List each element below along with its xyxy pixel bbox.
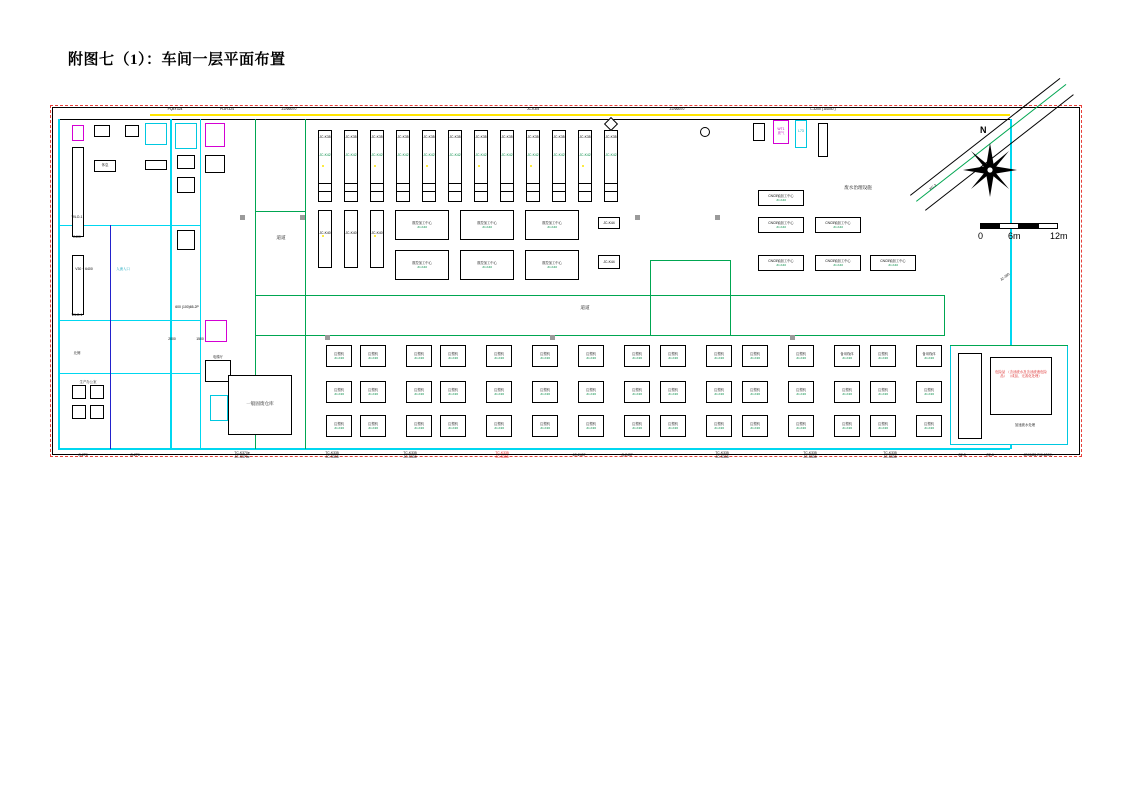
machine-label: 注塑机 bbox=[494, 422, 504, 426]
machine-code: JC-K36 bbox=[413, 392, 424, 396]
machine-code: JC-K36 bbox=[713, 392, 724, 396]
machine-label: 注塑机 bbox=[668, 422, 678, 426]
injection-machine bbox=[326, 345, 352, 367]
injection-machine bbox=[870, 381, 896, 403]
label-corridor-left: 道道 bbox=[276, 235, 286, 240]
machine-label: 注塑机 bbox=[448, 352, 458, 356]
machine-code: JC-K36 bbox=[413, 356, 424, 360]
injection-machine bbox=[788, 345, 814, 367]
machine-label: 注塑机 bbox=[632, 352, 642, 356]
grid-tick bbox=[240, 215, 245, 220]
right-room-4 bbox=[818, 123, 828, 157]
left-room-small-9 bbox=[72, 405, 86, 419]
left-corridor-strip-2 bbox=[72, 255, 84, 315]
machine-foot bbox=[552, 183, 566, 192]
injection-machine bbox=[406, 381, 432, 403]
machine-label: 注塑机 bbox=[796, 352, 806, 356]
machine-label: 注塑机 bbox=[796, 422, 806, 426]
green-horizontal-1 bbox=[255, 295, 945, 296]
green-vertical-2 bbox=[305, 119, 306, 449]
grid-tick bbox=[715, 215, 720, 220]
machine-code: JC-K36 bbox=[631, 426, 642, 430]
machine-code: JC-K36 bbox=[447, 356, 458, 360]
cnc5-center: CNC5轴加工中心 JC-K40 bbox=[758, 255, 804, 271]
cyan-room-mid bbox=[177, 155, 195, 169]
machine-code: JC-K36 bbox=[749, 356, 760, 360]
machine-label: 数控加工中心 bbox=[477, 221, 497, 225]
right-yellow-line bbox=[750, 114, 1010, 116]
machine-code: JC-K36 bbox=[923, 392, 934, 396]
injection-machine bbox=[624, 415, 650, 437]
injection-machine bbox=[486, 345, 512, 367]
green-horizontal-2 bbox=[255, 335, 945, 336]
machine-label: 注塑机 bbox=[586, 352, 596, 356]
machine-label: CNC5轴加工中心 bbox=[880, 259, 906, 263]
injection-machine bbox=[326, 381, 352, 403]
injection-machine bbox=[532, 415, 558, 437]
spare-line bbox=[834, 345, 860, 367]
cnc5-center: CNC5轴加工中心 JC-K40 bbox=[870, 255, 916, 271]
label-entrance: 人流入口 bbox=[116, 267, 130, 271]
injection-machine bbox=[326, 415, 352, 437]
machine-code: JC-K36 bbox=[923, 356, 934, 360]
label-office: 生产办公室 bbox=[79, 380, 97, 384]
machine-code: JC-K36 bbox=[493, 392, 504, 396]
machine-label: 数控加工中心 bbox=[477, 261, 497, 265]
scale-bar bbox=[980, 223, 1058, 229]
numerical-center: 数控加工中心 JC-K40 bbox=[525, 210, 579, 240]
machine-code: JC-K36 bbox=[795, 392, 806, 396]
cnc5-center: CNC5轴加工中心 JC-K40 bbox=[758, 217, 804, 233]
cnc5-center: CNC5轴加工中心 JC-K40 bbox=[815, 255, 861, 271]
machine-foot bbox=[370, 183, 384, 192]
injection-machine bbox=[440, 381, 466, 403]
injection-machine bbox=[660, 345, 686, 367]
label-left-room-5: 休息 bbox=[101, 163, 109, 167]
page-title: 附图七（1）：车间一层平面布置 bbox=[68, 52, 286, 68]
machine-code: JC-K36 bbox=[447, 426, 458, 430]
floor-plan-drawing: 休息 生产办公室 电梯厅 一般固废仓库 道道 道道 JC-K35 JC-K35 JC-K35 JC-K35 JC-K35 JC-K35 JC-K35 JC-K35 JC-K35 JC-K35 JC-K35 JC-K35 JC-K42 JC-K42 JC-K42 JC-K42 JC-K42 JC-K42 JC-K42 JC-K42 JC-K42 JC-K42 JC-K42 JC-K42 JC-K40 JC-K40 JC-K40 数控加工中心 JC-K40 数控加工中心 JC-K40 数控加工中心 JC-K40 数控加工中心 JC-K40 数控加工中心 JC-K40 数控加工中心 JC-K40 JC-K44 JC-K44 WT1 废气 L73 废水治理设施 CNC5轴加工中心 JC-K40 CNC5轴加工中心 JC-K40 CNC5轴加工中心 JC-K40 CNC5轴加工中心 JC-K40 CNC5轴加工中心 JC-K40 CNC5轴加工中心 JC-K40 注塑机 JC-K36 注塑机 JC-K36 注塑机 JC-K36 注塑机 JC-K36 注塑机 JC-K36 注塑机 JC-K36 注塑机 JC-K36 注塑机 JC-K36 注塑机 JC-K36 注塑机 JC-K36 注塑机 JC-K36 注塑机 JC-K36 备用线体 JC-K36 注塑机 JC-K36 备用线体 JC-K36 注塑机 JC-K36 注塑机 JC-K36 注塑机 JC-K36 注塑机 JC-K36 注塑机 JC-K36 注塑机 JC-K36 注塑机 JC-K36 注塑机 JC-K36 注塑机 JC-K36 注塑机 JC-K36 注塑机 JC-K36 注塑机 JC-K36 注塑机 JC-K36 注塑机 JC-K36 注塑机 JC-K36 注塑机 JC-K36 注塑机 JC-K36 注塑机 JC-K36 注塑机 JC-K36 注塑机 JC-K36 注塑机 JC-K36 注塑机 JC-K36 注塑机 JC-K36 注塑机 JC-K36 注塑机 JC-K36 注塑机 JC-K36 注塑机 JC-K36 注塑机 JC-K36 注塑机 JC-K36 注塑机 JC-K36 危险品 （含油废水及含油废液危险品） （成品、无害化处理） 加速废水处理 Q-2T0 Q-2T0 TC-K370e JC-S370e TC-K335 JC-S335 TC-K335 JC-S335 TC-K335 JC-S335 JC-2437 Q-2437 TC-K335 JC-S335 TC-K335 JC-S335 TC-K335 JC-S335 Q2-5 Q2-6 JD0M35.R(0.6000) PQ8Y324 PL8Y324 ZLNM070 JC-K3/5 ZLNM070 L-3200 ( A4040 ) WLO-1 2400 V30 ~ 6400 WLO-1 600 (100)65-2P 2000 1500 北侧 人流入口 N 0 6m 12m KC-3 JC-350 bbox=[50, 105, 1082, 457]
machine-foot bbox=[500, 183, 514, 192]
machine-code: JC-K36 bbox=[367, 426, 378, 430]
injection-machine bbox=[834, 381, 860, 403]
green-vertical-3 bbox=[944, 295, 945, 336]
machine-code: JC-K36 bbox=[333, 426, 344, 430]
machine-label: 注塑机 bbox=[714, 388, 724, 392]
injection-machine bbox=[578, 381, 604, 403]
injection-machine bbox=[916, 415, 942, 437]
machine-label: CNC5轴加工中心 bbox=[768, 221, 794, 225]
machine-label: 注塑机 bbox=[842, 422, 852, 426]
machine-label: 注塑机 bbox=[414, 422, 424, 426]
cnc5-center: CNC5轴加工中心 JC-K40 bbox=[815, 217, 861, 233]
machine-code: JC-K36 bbox=[413, 426, 424, 430]
machine-label: 注塑机 bbox=[540, 422, 550, 426]
machine-label: 注塑机 bbox=[878, 352, 888, 356]
injection-machine bbox=[440, 415, 466, 437]
numerical-center: 数控加工中心 JC-K40 bbox=[525, 250, 579, 280]
machine-code: JC-K36 bbox=[795, 356, 806, 360]
left-cyan-div-3 bbox=[58, 373, 200, 374]
machine-code: JC-K36 bbox=[749, 426, 760, 430]
machine-label: 注塑机 bbox=[494, 388, 504, 392]
machine-code: JC-K36 bbox=[631, 392, 642, 396]
machine-label: 注塑机 bbox=[368, 388, 378, 392]
left-corridor-strip bbox=[72, 147, 84, 237]
label-danger-warehouse: 危险品 （含油废水及含油废液危险品） （成品、无害化处理） bbox=[995, 370, 1047, 379]
machine-label: 注塑机 bbox=[714, 422, 724, 426]
injection-machine bbox=[360, 381, 386, 403]
machine-code: JC-K36 bbox=[713, 426, 724, 430]
machine-code: JC-K36 bbox=[877, 356, 888, 360]
machine-label: 注塑机 bbox=[796, 388, 806, 392]
injection-machine bbox=[706, 345, 732, 367]
spare-line bbox=[916, 345, 942, 367]
compass-rose-icon bbox=[955, 135, 1025, 205]
machine-code: JC-K36 bbox=[713, 356, 724, 360]
right-room-3 bbox=[795, 120, 807, 148]
left-cyan-wall bbox=[58, 119, 60, 449]
machine-label: 注塑机 bbox=[750, 352, 760, 356]
machine-code: JC-K36 bbox=[447, 392, 458, 396]
machine-code: JC-K36 bbox=[333, 392, 344, 396]
machine-code: JC-K36 bbox=[667, 392, 678, 396]
injection-machine bbox=[624, 345, 650, 367]
injection-machine bbox=[742, 415, 768, 437]
injection-machine bbox=[742, 345, 768, 367]
machine-code: JC-K36 bbox=[877, 392, 888, 396]
cyan-room-bottom bbox=[210, 395, 228, 421]
injection-machine bbox=[406, 415, 432, 437]
machine-label: 注塑机 bbox=[878, 388, 888, 392]
machine-label: 注塑机 bbox=[750, 422, 760, 426]
machine-code: JC-K36 bbox=[841, 356, 852, 360]
injection-machine bbox=[486, 415, 512, 437]
grid-tick bbox=[550, 335, 555, 340]
machine-foot bbox=[604, 183, 618, 192]
left-room-small-4 bbox=[145, 123, 167, 145]
machine-code: JC-K36 bbox=[795, 426, 806, 430]
injection-machine bbox=[360, 415, 386, 437]
machine-label: 数控加工中心 bbox=[412, 261, 432, 265]
machine-code: JC-K36 bbox=[667, 426, 678, 430]
machine-code: JC-K36 bbox=[841, 426, 852, 430]
machine-label: 备用线体 bbox=[840, 352, 854, 356]
machine-foot bbox=[526, 183, 540, 192]
machine-foot bbox=[344, 183, 358, 192]
numerical-center: 数控加工中心 JC-K40 bbox=[460, 210, 514, 240]
machine-label: 注塑机 bbox=[368, 352, 378, 356]
machine-label: 注塑机 bbox=[586, 422, 596, 426]
injection-machine bbox=[870, 345, 896, 367]
grid-tick bbox=[325, 335, 330, 340]
machine-code: JC-K36 bbox=[585, 426, 596, 430]
room-top-2 bbox=[205, 155, 225, 173]
machine-label: 注塑机 bbox=[414, 388, 424, 392]
machine-code: JC-K36 bbox=[333, 356, 344, 360]
machine-code: JC-K36 bbox=[667, 356, 678, 360]
left-room-small-10 bbox=[90, 405, 104, 419]
machine-label: CNC5轴加工中心 bbox=[825, 221, 851, 225]
green-horizontal-3 bbox=[650, 260, 730, 261]
machine-label: 数控加工中心 bbox=[412, 221, 432, 225]
left-cyan-div-2 bbox=[58, 320, 200, 321]
green-vertical-4 bbox=[650, 260, 651, 335]
machine-code: JC-K36 bbox=[367, 392, 378, 396]
blue-vertical-line bbox=[110, 225, 111, 449]
machine-code: JC-K36 bbox=[585, 356, 596, 360]
label-general-warehouse: 一般固废仓库 bbox=[246, 401, 274, 406]
machine-label: 注塑机 bbox=[714, 352, 724, 356]
machine-label: 注塑机 bbox=[750, 388, 760, 392]
machine-label: CNC5轴加工中心 bbox=[768, 194, 794, 198]
left-room-small-7 bbox=[72, 385, 86, 399]
scale-tick-12m: 12m bbox=[1050, 231, 1068, 241]
injection-machine bbox=[406, 345, 432, 367]
machine-code: JC-K36 bbox=[631, 356, 642, 360]
inner-cyan-wall-2 bbox=[200, 119, 201, 449]
machine-label: 注塑机 bbox=[668, 352, 678, 356]
injection-machine bbox=[706, 381, 732, 403]
injection-machine bbox=[834, 415, 860, 437]
machine-label: 注塑机 bbox=[632, 388, 642, 392]
machine-code: JC-K36 bbox=[493, 426, 504, 430]
machine-label: 数控加工中心 bbox=[542, 221, 562, 225]
machine-label: 注塑机 bbox=[368, 422, 378, 426]
label-elevator: 电梯厅 bbox=[212, 355, 224, 359]
injection-machine bbox=[916, 381, 942, 403]
injection-machine bbox=[660, 381, 686, 403]
machine-label: 注塑机 bbox=[334, 422, 344, 426]
machine-label: 数控加工中心 bbox=[542, 261, 562, 265]
machine-label: 注塑机 bbox=[334, 352, 344, 356]
machine-label: 注塑机 bbox=[540, 388, 550, 392]
scale-tick-6m: 6m bbox=[1008, 231, 1021, 241]
machine-foot bbox=[396, 183, 410, 192]
machine-code: JC-K36 bbox=[841, 392, 852, 396]
machine-code: JC-K36 bbox=[539, 392, 550, 396]
green-node bbox=[305, 210, 306, 211]
injection-machine bbox=[532, 345, 558, 367]
machine-label: 注塑机 bbox=[842, 388, 852, 392]
machine-slab-2 bbox=[370, 210, 384, 268]
injection-machine bbox=[360, 345, 386, 367]
numerical-center: 数控加工中心 JC-K40 bbox=[395, 210, 449, 240]
left-room-small-6 bbox=[145, 160, 167, 170]
node-marker-circle bbox=[700, 127, 710, 137]
injection-machine bbox=[486, 381, 512, 403]
machine-label: 注塑机 bbox=[668, 388, 678, 392]
green-vertical-5 bbox=[730, 260, 731, 336]
machine-code: JC-K36 bbox=[539, 426, 550, 430]
machine-foot bbox=[448, 183, 462, 192]
label-corridor-center: 道道 bbox=[580, 305, 590, 310]
cyan-room-mid3 bbox=[177, 230, 195, 250]
machine-label: 注塑机 bbox=[414, 352, 424, 356]
machine-code: JC-K36 bbox=[877, 426, 888, 430]
injection-machine bbox=[578, 345, 604, 367]
machine-foot bbox=[318, 183, 332, 192]
injection-machine bbox=[706, 415, 732, 437]
machine-code: JC-K36 bbox=[493, 356, 504, 360]
label-waste-gas-facility: 废水治理设施 bbox=[844, 185, 872, 190]
machine-code: JC-K36 bbox=[367, 356, 378, 360]
numerical-center: 数控加工中心 JC-K40 bbox=[395, 250, 449, 280]
machine-foot bbox=[578, 183, 592, 192]
magenta-room-top bbox=[205, 123, 225, 147]
left-room-small-8 bbox=[90, 385, 104, 399]
cyan-room-mid2 bbox=[177, 177, 195, 193]
injection-machine bbox=[578, 415, 604, 437]
machine-label: 注塑机 bbox=[334, 388, 344, 392]
injection-machine bbox=[440, 345, 466, 367]
left-room-small-3 bbox=[125, 125, 139, 137]
machine-label: 注塑机 bbox=[878, 422, 888, 426]
injection-machine bbox=[742, 381, 768, 403]
cyan-room-top bbox=[175, 123, 197, 149]
machine-label: 注塑机 bbox=[632, 422, 642, 426]
machine-label: 注塑机 bbox=[448, 422, 458, 426]
machine-code: JC-K36 bbox=[923, 426, 934, 430]
injection-machine bbox=[532, 381, 558, 403]
injection-machine bbox=[870, 415, 896, 437]
machine-slab-2 bbox=[318, 210, 332, 268]
machine-label: 注塑机 bbox=[924, 388, 934, 392]
machine-label: 注塑机 bbox=[540, 352, 550, 356]
left-room-small-2 bbox=[94, 125, 110, 137]
compass-north-label: N bbox=[980, 125, 987, 135]
machine-foot bbox=[422, 183, 436, 192]
green-line-right-lower bbox=[950, 345, 1068, 346]
injection-machine bbox=[788, 381, 814, 403]
machine-label: 备用线体 bbox=[922, 352, 936, 356]
right-room-1 bbox=[753, 123, 765, 141]
injection-machine bbox=[788, 415, 814, 437]
injection-machine bbox=[624, 381, 650, 403]
machine-code: JC-K36 bbox=[585, 392, 596, 396]
machine-label: 注塑机 bbox=[586, 388, 596, 392]
machine-label: 注塑机 bbox=[924, 422, 934, 426]
machine-label: 注塑机 bbox=[494, 352, 504, 356]
grid-tick bbox=[300, 215, 305, 220]
machine-label: CNC5轴加工中心 bbox=[825, 259, 851, 263]
inner-cyan-wall bbox=[170, 119, 172, 449]
bottom-cyan-wall bbox=[58, 448, 1010, 450]
grid-tick bbox=[635, 215, 640, 220]
machine-foot bbox=[474, 183, 488, 192]
grid-tick bbox=[790, 335, 795, 340]
injection-machine bbox=[660, 415, 686, 437]
machine-label: CNC5轴加工中心 bbox=[768, 259, 794, 263]
machine-code: JC-K36 bbox=[749, 392, 760, 396]
danger-warehouse-room bbox=[990, 357, 1052, 415]
machine-label: 注塑机 bbox=[448, 388, 458, 392]
left-room-small-1 bbox=[72, 125, 84, 141]
machine-slab-2 bbox=[344, 210, 358, 268]
green-horizontal-4 bbox=[255, 211, 305, 212]
scale-tick-0: 0 bbox=[978, 231, 984, 241]
cnc5-center: CNC5轴加工中心 JC-K40 bbox=[758, 190, 804, 206]
danger-warehouse-strip bbox=[958, 353, 982, 439]
machine-code: JC-K36 bbox=[539, 356, 550, 360]
numerical-center: 数控加工中心 JC-K40 bbox=[460, 250, 514, 280]
